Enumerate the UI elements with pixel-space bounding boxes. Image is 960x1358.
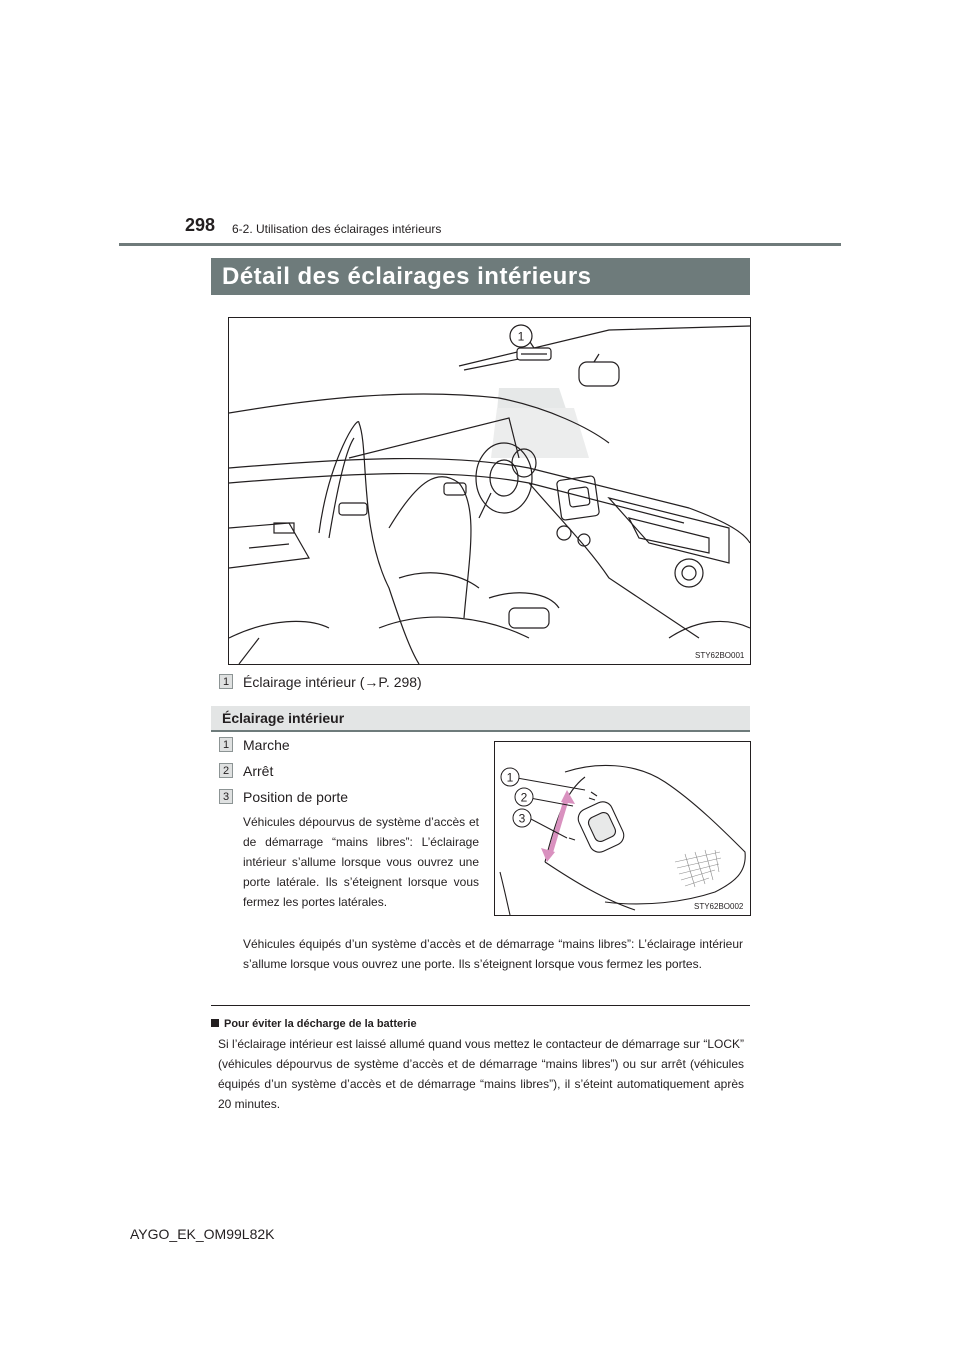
- paragraph-without-smart-entry: Véhicules dépourvus de système d’accès et de démarrage “mains libres”: L’éclairage intérieur s’allume lorsque vous ouvrez une porte latérale. Ils s’éteignent lorsque vous fermez les portes latérales.: [243, 815, 479, 909]
- subsection-title-bar: [211, 706, 750, 732]
- note-heading: [211, 1018, 417, 1030]
- interior-car-illustration: [229, 318, 750, 664]
- note-separator: [211, 1005, 750, 1006]
- item-label-marche: Marche: [243, 737, 290, 753]
- paragraph-with-smart-entry: Véhicules équipés d’un système d’accès et de démarrage “mains libres”: L’éclairage intérieur s’allume lorsque vous ouvrez une porte. Ils s’éteignent lorsque vous fermez les portes.: [243, 937, 743, 971]
- page-number: 298: [185, 215, 216, 235]
- note-heading-text: Pour éviter la décharge de la batterie: [224, 1018, 417, 1030]
- item-label-arret: Arrêt: [243, 763, 274, 779]
- legend-number: 1: [219, 674, 233, 689]
- legend-text: Éclairage intérieur (→P. 298): [243, 674, 422, 690]
- item-number-1: 1: [219, 737, 233, 752]
- section-title: Détail des éclairages intérieurs: [222, 263, 592, 290]
- figure-car-interior: [228, 317, 751, 665]
- item-number-2: 2: [219, 763, 233, 778]
- footer-code: AYGO_EK_OM99L82K: [130, 1226, 275, 1242]
- item-label-position-porte: Position de porte: [243, 789, 349, 805]
- figure1-code: STY62BO001: [695, 651, 745, 660]
- black-square-bullet-icon: [211, 1019, 219, 1027]
- note-text: Si l’éclairage intérieur est laissé allumé quand vous mettez le contacteur de démarrage sur “LOCK” (véhicules dépourvus de système d’accès et de démarrage “mains libres”) ou sur arrêt (véhicules équipés d’un système d’accès et de démarrage “mains libres”), il s’éteint automatiquement après 20 minutes.: [218, 1037, 744, 1111]
- item-number-3: 3: [219, 789, 233, 804]
- section-title-bar: [211, 258, 750, 295]
- header-rule: [119, 243, 841, 246]
- figure2-callout-1: 1: [506, 770, 514, 785]
- figure-lamp-switch: [494, 741, 751, 916]
- figure2-callout-3: 3: [518, 811, 526, 826]
- subsection-title: Éclairage intérieur: [222, 710, 345, 726]
- figure2-callout-2: 2: [520, 790, 528, 805]
- ceiling-lamp-switch-illustration: [495, 742, 750, 915]
- chapter-title: 6-2. Utilisation des éclairages intérieurs: [232, 222, 442, 236]
- figure2-code: STY62BO002: [694, 902, 744, 911]
- figure1-callout-label: 1: [517, 329, 525, 344]
